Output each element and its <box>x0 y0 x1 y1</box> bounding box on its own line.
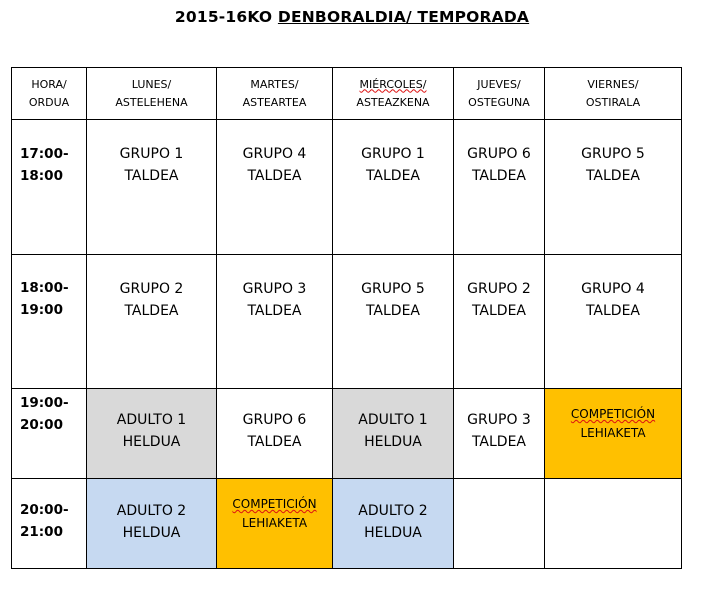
class-subtitle: TALDEA <box>585 303 641 319</box>
hour-cell <box>12 120 87 255</box>
class-name: ADULTO 2 <box>116 503 187 519</box>
class-name: GRUPO 5 <box>581 146 645 162</box>
class-name: GRUPO 1 <box>119 146 184 162</box>
class-subtitle: TALDEA <box>365 168 421 184</box>
hour-cell <box>12 389 87 479</box>
class-name: GRUPO 6 <box>242 412 307 428</box>
header-tuesday: MARTES/ ASTEARTEA <box>217 68 333 120</box>
header-wednesday: MIÉRCOLES/ ASTEAZKENA <box>333 68 454 120</box>
class-cell-wednesday <box>333 120 454 255</box>
class-subtitle: TALDEA <box>365 303 421 319</box>
class-cell-tuesday <box>217 479 333 569</box>
class-name: GRUPO 2 <box>119 281 184 297</box>
header-friday: VIERNES/ OSTIRALA <box>545 68 682 120</box>
class-subtitle: TALDEA <box>124 168 179 184</box>
class-cell-monday <box>87 479 217 569</box>
class-cell-thursday <box>454 389 545 479</box>
class-subtitle: HELDUA <box>364 434 422 450</box>
class-cell-friday <box>545 255 682 389</box>
hour-cell <box>12 255 87 389</box>
class-cell-wednesday <box>333 479 454 569</box>
class-subtitle: TALDEA <box>247 434 302 450</box>
class-cell-wednesday <box>333 255 454 389</box>
class-cell-friday <box>545 389 682 479</box>
class-cell-tuesday <box>217 255 333 389</box>
class-cell-friday <box>545 120 682 255</box>
class-cell-monday <box>87 389 217 479</box>
hour-line: 17:00- <box>20 146 69 162</box>
header-thursday: JUEVES/ OSTEGUNA <box>454 68 545 120</box>
class-name: ADULTO 1 <box>358 412 428 428</box>
schedule-row <box>12 389 682 479</box>
class-subtitle: LEHIAKETA <box>241 516 308 530</box>
class-name: COMPETICIÓN <box>232 497 317 511</box>
hour-line: 18:00- <box>20 280 69 296</box>
hour-line: 21:00 <box>20 524 63 540</box>
class-name: GRUPO 3 <box>467 412 531 428</box>
class-cell-thursday <box>454 120 545 255</box>
header-monday: LUNES/ ASTELEHENA <box>87 68 217 120</box>
header-hour: HORA/ ORDUA <box>12 68 87 120</box>
class-name: COMPETICIÓN <box>570 407 656 421</box>
hour-line: 19:00- <box>20 395 69 411</box>
schedule-row <box>12 120 682 255</box>
class-cell-wednesday <box>333 389 454 479</box>
schedule-table <box>11 67 682 569</box>
class-cell-monday <box>87 255 217 389</box>
title-season: 2015-16KO <box>174 8 273 26</box>
class-name: ADULTO 2 <box>358 503 428 519</box>
class-name: GRUPO 2 <box>467 281 531 297</box>
class-subtitle: TALDEA <box>585 168 641 184</box>
hour-line: 20:00- <box>20 502 69 518</box>
class-cell-thursday <box>454 255 545 389</box>
class-name: GRUPO 4 <box>242 146 307 162</box>
class-subtitle: HELDUA <box>122 434 181 450</box>
header-row <box>12 68 682 120</box>
class-subtitle: TALDEA <box>471 434 527 450</box>
class-subtitle: TALDEA <box>247 303 302 319</box>
class-name: ADULTO 1 <box>116 412 187 428</box>
class-name: GRUPO 6 <box>467 146 531 162</box>
class-subtitle: HELDUA <box>122 525 181 541</box>
class-cell-monday <box>87 120 217 255</box>
class-cell-thursday <box>454 479 545 569</box>
class-subtitle: TALDEA <box>471 168 527 184</box>
schedule-row <box>12 479 682 569</box>
schedule-row <box>12 255 682 389</box>
class-cell-tuesday <box>217 389 333 479</box>
class-subtitle: TALDEA <box>247 168 302 184</box>
class-subtitle: HELDUA <box>364 525 422 541</box>
hour-line: 20:00 <box>20 417 63 433</box>
class-subtitle: TALDEA <box>124 303 179 319</box>
class-cell-friday <box>545 479 682 569</box>
class-name: GRUPO 1 <box>361 146 425 162</box>
class-subtitle: LEHIAKETA <box>580 426 646 440</box>
class-subtitle: TALDEA <box>471 303 527 319</box>
title-label: DENBORALDIA/ TEMPORADA <box>277 8 530 26</box>
hour-line: 19:00 <box>20 302 63 318</box>
class-cell-tuesday <box>217 120 333 255</box>
class-name: GRUPO 4 <box>581 281 645 297</box>
hour-line: 18:00 <box>20 168 63 184</box>
page-title <box>0 8 704 26</box>
class-name: GRUPO 5 <box>361 281 425 297</box>
class-name: GRUPO 3 <box>242 281 307 297</box>
hour-cell <box>12 479 87 569</box>
